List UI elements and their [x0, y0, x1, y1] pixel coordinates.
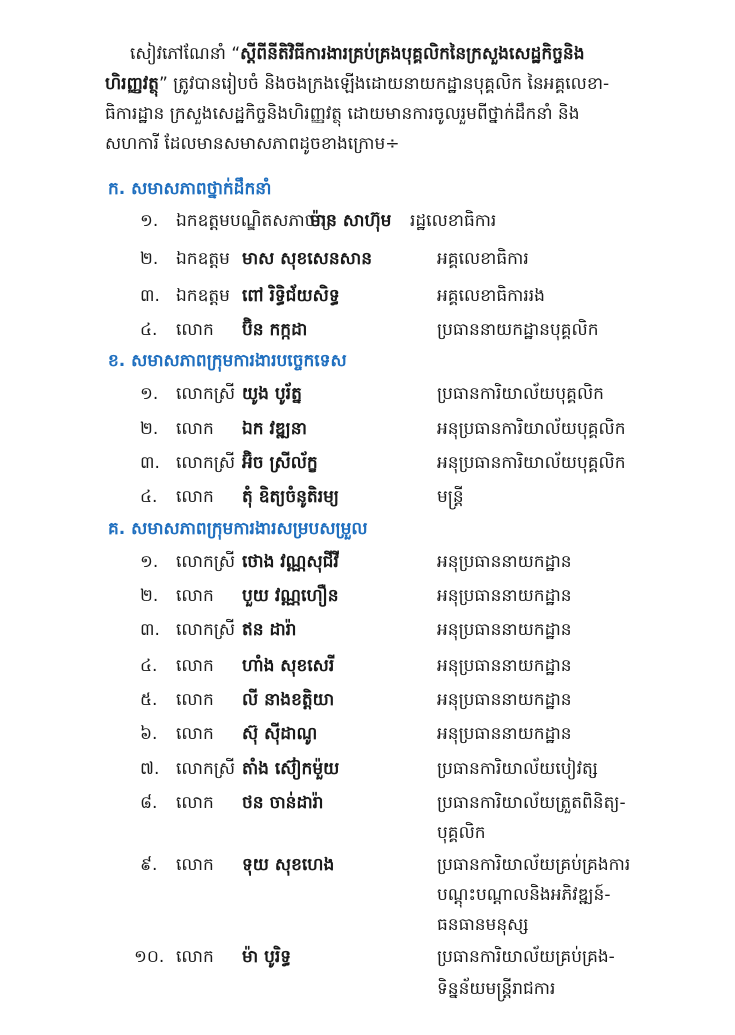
position-continued: បុគ្គលិក: [437, 823, 486, 843]
intro-line-2: [105, 70, 609, 99]
person-name: ពៅ រិទ្ធិជ័យសិទ្ធ: [242, 286, 340, 306]
position: អគ្គលេខាធិការ: [437, 249, 529, 269]
honorific: លោក: [176, 793, 214, 813]
person-name: លី នាងខត្តិយា: [242, 690, 335, 710]
position: ប្រធានការិយាល័យគ្រប់គ្រងការ: [437, 855, 631, 875]
section-heading-technical-team: ខ. សមាសភាពក្រុមការងារបច្ចេកទេស: [108, 351, 347, 371]
item-number: ៣.: [140, 453, 160, 473]
item-number: ៤.: [140, 320, 158, 340]
list-item: [0, 383, 735, 413]
honorific: លោក: [176, 947, 214, 967]
position: ប្រធាននាយកដ្ឋានបុគ្គលិក: [437, 320, 599, 340]
list-item: [0, 452, 735, 482]
position: អនុប្រធាននាយកដ្ឋាន: [437, 620, 572, 640]
list-item: [0, 486, 735, 516]
position: ប្រធានការិយាល័យបុគ្គលិក: [437, 384, 604, 404]
item-number: ២.: [140, 249, 159, 269]
honorific: លោក: [176, 724, 214, 744]
item-number: ១.: [140, 211, 159, 231]
intro-line-2-text: ” ត្រូវបានរៀបចំ និងចងក្រងឡើងដោយនាយកដ្ឋានបុគ្គលិក នៃអគ្គលេខា-: [158, 74, 610, 94]
list-item: [0, 854, 735, 884]
position: អនុប្រធាននាយកដ្ឋាន: [437, 656, 572, 676]
honorific: លោកស្រី: [176, 552, 236, 572]
intro-prefix: សៀវភៅណែនាំ “: [130, 44, 241, 64]
intro-line-1: [130, 40, 585, 69]
person-name: ថន ចាន់ដារ៉ា: [242, 793, 324, 813]
section-heading-leadership: ក. សមាសភាពថ្នាក់ដឹកនាំ: [108, 179, 272, 199]
section-heading-coordination-team: គ. សមាសភាពក្រុមការងារសម្របសម្រួល: [108, 519, 368, 539]
person-name: យូង បូរ័ត្ន: [242, 384, 302, 404]
person-name: តុំ ឧិត្យចំនូតិរម្យ: [242, 487, 339, 507]
person-name: ឯក វឌ្ឍនា: [242, 419, 307, 439]
position-continued: ទិន្នន័យមន្ត្រីរាជការ: [437, 979, 556, 999]
honorific: ឯកឧត្តមបណ្ឌិតសភាចារ្យ: [176, 211, 332, 231]
honorific: លោក: [176, 419, 214, 439]
position: អនុប្រធាននាយកដ្ឋាន: [437, 724, 572, 744]
position: អនុប្រធាននាយកដ្ឋាន: [437, 552, 572, 572]
honorific: លោកស្រី: [176, 759, 236, 779]
honorific: លោកស្រី: [176, 620, 236, 640]
intro-line-4: សហការី ដែលមានសមាសភាពដូចខាងក្រោម÷: [105, 134, 400, 154]
item-number: ៩.: [140, 855, 158, 875]
item-number: ២.: [140, 419, 159, 439]
list-item: [0, 619, 735, 649]
honorific: ឯកឧត្តម: [176, 249, 230, 269]
item-number: ៤.: [140, 656, 158, 676]
person-name: ឥន ដារ៉ា: [242, 620, 297, 640]
intro-book-title: ស្តីពីនីតិវិធីការងារគ្រប់គ្រងបុគ្គលិកនៃក្រសួងសេដ្ឋកិច្ចនិង: [240, 44, 585, 64]
intro-book-title-end: ហិរញ្ញវត្ថុ: [105, 74, 159, 94]
position: អនុប្រធានការិយាល័យបុគ្គលិក: [437, 419, 626, 439]
item-number: ៥.: [140, 690, 158, 710]
person-name: ថោង វណ្ណសុជីវី: [242, 552, 339, 572]
honorific: លោក: [176, 656, 214, 676]
honorific: លោក: [176, 855, 214, 875]
list-item: [0, 248, 735, 278]
item-number: ៣.: [140, 286, 160, 306]
item-number: ២.: [140, 586, 159, 606]
honorific: លោកស្រី: [176, 453, 236, 473]
list-item: [0, 792, 735, 822]
item-number: ១០.: [134, 947, 165, 967]
item-number: ៣.: [140, 620, 160, 640]
person-name: ម៉ាន សាហ៊ុម: [310, 211, 392, 231]
intro-line-3: ធិការដ្ឋាន ក្រសួងសេដ្ឋកិច្ចនិងហិរញ្ញវត្ថុ ដោយមានការចូលរួមពីថ្នាក់ដឹកនាំ និង: [105, 104, 580, 124]
position-continued: ធនធានមនុស្ស: [437, 915, 529, 935]
position: អនុប្រធានការិយាល័យបុគ្គលិក: [437, 453, 626, 473]
position: ប្រធានការិយាល័យត្រួតពិនិត្យ-: [437, 793, 626, 813]
honorific: លោក: [176, 487, 214, 507]
honorific: លោក: [176, 586, 214, 606]
item-number: ៦.: [140, 724, 158, 744]
list-item: [0, 551, 735, 581]
honorific: លោកស្រី: [176, 384, 236, 404]
position: រដ្ឋលេខាធិការ: [410, 211, 497, 231]
position: ប្រធានការិយាល័យគ្រប់គ្រង-: [437, 947, 615, 967]
honorific: ឯកឧត្តម: [176, 286, 230, 306]
list-item: [0, 319, 735, 349]
list-item: [0, 758, 735, 788]
position-continued: បណ្ដុះបណ្ដាលនិងអភិវឌ្ឍន៍-: [437, 885, 611, 905]
person-name: មាស សុខសេនសាន: [242, 249, 373, 269]
item-number: ១.: [140, 384, 159, 404]
item-number: ៨.: [140, 793, 158, 813]
position: អនុប្រធាននាយកដ្ឋាន: [437, 586, 572, 606]
list-item: [0, 655, 735, 685]
person-name: ហាំង សុខសេរី: [242, 656, 335, 676]
item-number: ៤.: [140, 487, 158, 507]
person-name: ម៉ា បូរិទ្ធ: [242, 947, 292, 967]
position: អគ្គលេខាធិការរង: [437, 286, 545, 306]
item-number: ៧.: [140, 759, 160, 779]
person-name: ទុយ សុខហេង: [242, 855, 335, 875]
list-item: [0, 285, 735, 315]
honorific: លោក: [176, 320, 214, 340]
position: អនុប្រធាននាយកដ្ឋាន: [437, 690, 572, 710]
person-name: ប៊ិន កក្កដា: [242, 320, 308, 340]
person-name: ស៊ុ ស៊ីដាណូ: [242, 724, 318, 744]
list-item: [0, 723, 735, 753]
person-name: តាំង ស៊ៀកម៉ួយ: [242, 759, 340, 779]
list-item: [0, 210, 735, 240]
person-name: បួយ វណ្ណហឿន: [242, 586, 339, 606]
list-item: [0, 689, 735, 719]
item-number: ១.: [140, 552, 159, 572]
person-name: អ៊ិច ស្រីល័ក្ខ: [242, 453, 318, 473]
position: ប្រធានការិយាល័យបៀវត្ស: [437, 759, 598, 779]
list-item: [0, 585, 735, 615]
list-item: [0, 418, 735, 448]
honorific: លោក: [176, 690, 214, 710]
list-item: [0, 946, 735, 976]
position: មន្ត្រី: [437, 487, 464, 507]
